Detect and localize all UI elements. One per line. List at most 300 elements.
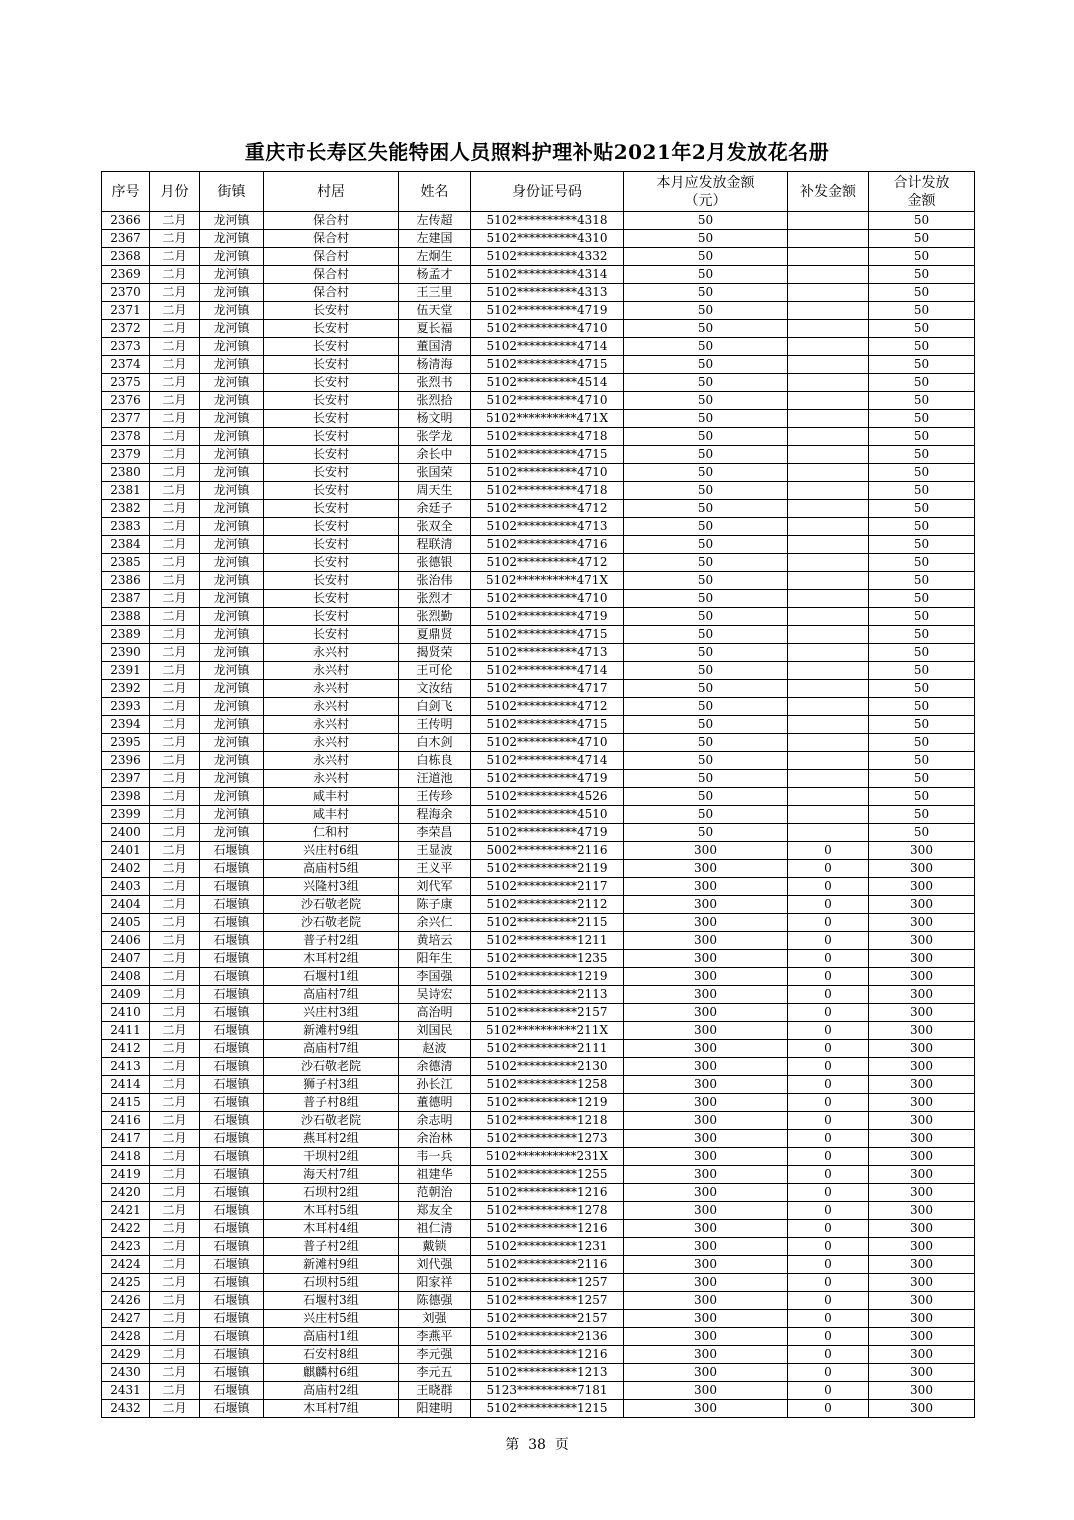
cell-back-pay (788, 518, 869, 536)
cell-village: 长安村 (264, 608, 399, 626)
cell-index: 2400 (102, 824, 150, 842)
table-row (102, 608, 975, 626)
cell-total-amount: 50 (869, 716, 975, 734)
cell-month: 二月 (150, 752, 200, 770)
cell-name: 汪道池 (399, 770, 471, 788)
cell-id-number: 5102**********2130 (471, 1058, 624, 1076)
cell-month: 二月 (150, 968, 200, 986)
cell-total-amount: 300 (869, 1364, 975, 1382)
cell-village: 新滩村9组 (264, 1256, 399, 1274)
cell-village: 永兴村 (264, 752, 399, 770)
table-row (102, 860, 975, 878)
cell-total-amount: 50 (869, 554, 975, 572)
cell-back-pay: 0 (788, 1112, 869, 1130)
cell-id-number: 5102**********4713 (471, 518, 624, 536)
cell-monthly-amount: 300 (624, 1184, 788, 1202)
cell-month: 二月 (150, 212, 200, 230)
cell-back-pay (788, 374, 869, 392)
cell-month: 二月 (150, 590, 200, 608)
cell-village: 保合村 (264, 230, 399, 248)
table-row (102, 1346, 975, 1364)
cell-id-number: 5102**********4514 (471, 374, 624, 392)
header-row (102, 172, 975, 212)
table-row (102, 644, 975, 662)
table-row (102, 698, 975, 716)
table-row (102, 896, 975, 914)
cell-id-number: 5102**********1215 (471, 1400, 624, 1418)
cell-monthly-amount: 300 (624, 1004, 788, 1022)
cell-monthly-amount: 300 (624, 1328, 788, 1346)
cell-village: 长安村 (264, 626, 399, 644)
cell-name: 董国清 (399, 338, 471, 356)
cell-village: 麒麟村6组 (264, 1364, 399, 1382)
cell-index: 2366 (102, 212, 150, 230)
cell-back-pay (788, 572, 869, 590)
cell-id-number: 5102**********4310 (471, 230, 624, 248)
cell-total-amount: 300 (869, 1382, 975, 1400)
cell-id-number: 5102**********2117 (471, 878, 624, 896)
cell-name: 余德清 (399, 1058, 471, 1076)
cell-monthly-amount: 300 (624, 1166, 788, 1184)
cell-village: 干坝村2组 (264, 1148, 399, 1166)
cell-village: 石坝村5组 (264, 1274, 399, 1292)
cell-monthly-amount: 50 (624, 806, 788, 824)
cell-id-number: 5102**********471X (471, 572, 624, 590)
cell-town: 石堰镇 (200, 1274, 264, 1292)
cell-id-number: 5102**********1219 (471, 1094, 624, 1112)
cell-town: 龙河镇 (200, 752, 264, 770)
cell-id-number: 5102**********2116 (471, 1256, 624, 1274)
table-row (102, 968, 975, 986)
cell-index: 2412 (102, 1040, 150, 1058)
cell-index: 2427 (102, 1310, 150, 1328)
table-row (102, 716, 975, 734)
cell-town: 石堰镇 (200, 1130, 264, 1148)
col-header-index: 序号 (102, 172, 150, 212)
table-row (102, 950, 975, 968)
cell-town: 龙河镇 (200, 266, 264, 284)
table-row (102, 824, 975, 842)
cell-back-pay (788, 356, 869, 374)
table-row (102, 410, 975, 428)
cell-town: 龙河镇 (200, 716, 264, 734)
cell-back-pay: 0 (788, 1400, 869, 1418)
cell-id-number: 5102**********4712 (471, 698, 624, 716)
cell-name: 祖建华 (399, 1166, 471, 1184)
cell-name: 王义平 (399, 860, 471, 878)
cell-index: 2424 (102, 1256, 150, 1274)
cell-month: 二月 (150, 374, 200, 392)
cell-monthly-amount: 300 (624, 1382, 788, 1400)
cell-town: 龙河镇 (200, 554, 264, 572)
cell-back-pay: 0 (788, 1310, 869, 1328)
cell-total-amount: 300 (869, 878, 975, 896)
cell-village: 长安村 (264, 392, 399, 410)
cell-total-amount: 300 (869, 842, 975, 860)
cell-month: 二月 (150, 572, 200, 590)
cell-monthly-amount: 50 (624, 428, 788, 446)
cell-id-number: 5102**********2113 (471, 986, 624, 1004)
cell-back-pay (788, 284, 869, 302)
cell-total-amount: 300 (869, 1184, 975, 1202)
cell-name: 王传明 (399, 716, 471, 734)
cell-monthly-amount: 50 (624, 356, 788, 374)
cell-town: 石堰镇 (200, 1310, 264, 1328)
cell-back-pay: 0 (788, 950, 869, 968)
cell-month: 二月 (150, 356, 200, 374)
cell-id-number: 5102**********4714 (471, 662, 624, 680)
cell-town: 龙河镇 (200, 770, 264, 788)
cell-month: 二月 (150, 1202, 200, 1220)
cell-town: 石堰镇 (200, 968, 264, 986)
cell-id-number: 5102**********4715 (471, 716, 624, 734)
cell-index: 2425 (102, 1274, 150, 1292)
cell-monthly-amount: 50 (624, 752, 788, 770)
col-header-village: 村居 (264, 172, 399, 212)
cell-index: 2429 (102, 1346, 150, 1364)
table-row (102, 464, 975, 482)
cell-village: 沙石敬老院 (264, 1058, 399, 1076)
cell-town: 龙河镇 (200, 410, 264, 428)
cell-town: 龙河镇 (200, 536, 264, 554)
cell-month: 二月 (150, 644, 200, 662)
cell-index: 2407 (102, 950, 150, 968)
cell-back-pay: 0 (788, 932, 869, 950)
cell-month: 二月 (150, 716, 200, 734)
cell-total-amount: 50 (869, 482, 975, 500)
cell-name: 吴诗宏 (399, 986, 471, 1004)
table-row (102, 1076, 975, 1094)
cell-index: 2382 (102, 500, 150, 518)
cell-month: 二月 (150, 806, 200, 824)
cell-total-amount: 50 (869, 572, 975, 590)
cell-id-number: 5102**********2119 (471, 860, 624, 878)
table-row (102, 770, 975, 788)
cell-town: 龙河镇 (200, 662, 264, 680)
cell-month: 二月 (150, 266, 200, 284)
cell-name: 伍天堂 (399, 302, 471, 320)
cell-village: 仁和村 (264, 824, 399, 842)
cell-index: 2409 (102, 986, 150, 1004)
cell-town: 龙河镇 (200, 788, 264, 806)
cell-index: 2410 (102, 1004, 150, 1022)
table-row (102, 554, 975, 572)
cell-total-amount: 300 (869, 986, 975, 1004)
cell-village: 高庙村7组 (264, 986, 399, 1004)
cell-index: 2415 (102, 1094, 150, 1112)
cell-month: 二月 (150, 1328, 200, 1346)
table-row (102, 248, 975, 266)
cell-month: 二月 (150, 1148, 200, 1166)
cell-month: 二月 (150, 1094, 200, 1112)
cell-index: 2372 (102, 320, 150, 338)
cell-id-number: 5102**********4712 (471, 500, 624, 518)
cell-town: 龙河镇 (200, 428, 264, 446)
cell-village: 长安村 (264, 374, 399, 392)
cell-id-number: 5102**********4710 (471, 590, 624, 608)
cell-back-pay: 0 (788, 914, 869, 932)
cell-name: 王可伦 (399, 662, 471, 680)
cell-month: 二月 (150, 1112, 200, 1130)
cell-village: 长安村 (264, 464, 399, 482)
cell-village: 长安村 (264, 356, 399, 374)
cell-total-amount: 300 (869, 1400, 975, 1418)
cell-total-amount: 50 (869, 788, 975, 806)
cell-name: 余志明 (399, 1112, 471, 1130)
cell-monthly-amount: 50 (624, 716, 788, 734)
table-row (102, 806, 975, 824)
table-row (102, 374, 975, 392)
table-row (102, 1382, 975, 1400)
cell-town: 龙河镇 (200, 806, 264, 824)
cell-index: 2408 (102, 968, 150, 986)
table-row (102, 284, 975, 302)
cell-monthly-amount: 300 (624, 878, 788, 896)
cell-monthly-amount: 50 (624, 500, 788, 518)
cell-id-number: 5102**********4719 (471, 824, 624, 842)
cell-index: 2386 (102, 572, 150, 590)
table-row (102, 734, 975, 752)
cell-name: 左炯生 (399, 248, 471, 266)
cell-back-pay (788, 788, 869, 806)
cell-month: 二月 (150, 680, 200, 698)
table-row (102, 1022, 975, 1040)
table-row (102, 1130, 975, 1148)
cell-month: 二月 (150, 1238, 200, 1256)
cell-index: 2370 (102, 284, 150, 302)
cell-index: 2404 (102, 896, 150, 914)
cell-month: 二月 (150, 788, 200, 806)
cell-town: 龙河镇 (200, 500, 264, 518)
cell-monthly-amount: 50 (624, 788, 788, 806)
cell-back-pay (788, 212, 869, 230)
cell-name: 周天生 (399, 482, 471, 500)
cell-village: 长安村 (264, 554, 399, 572)
cell-id-number: 5102**********4314 (471, 266, 624, 284)
cell-town: 石堰镇 (200, 1148, 264, 1166)
cell-town: 龙河镇 (200, 698, 264, 716)
cell-total-amount: 300 (869, 1256, 975, 1274)
table-row (102, 986, 975, 1004)
cell-back-pay (788, 464, 869, 482)
cell-town: 龙河镇 (200, 446, 264, 464)
table-row (102, 842, 975, 860)
cell-back-pay (788, 770, 869, 788)
cell-town: 石堰镇 (200, 1040, 264, 1058)
cell-village: 石安村8组 (264, 1346, 399, 1364)
cell-monthly-amount: 300 (624, 1022, 788, 1040)
cell-town: 龙河镇 (200, 230, 264, 248)
cell-village: 石坝村2组 (264, 1184, 399, 1202)
cell-name: 王传珍 (399, 788, 471, 806)
cell-id-number: 5102**********1216 (471, 1346, 624, 1364)
col-header-name: 姓名 (399, 172, 471, 212)
cell-month: 二月 (150, 284, 200, 302)
cell-month: 二月 (150, 536, 200, 554)
table-row (102, 914, 975, 932)
cell-total-amount: 50 (869, 752, 975, 770)
cell-index: 2377 (102, 410, 150, 428)
cell-id-number: 5102**********4715 (471, 356, 624, 374)
cell-total-amount: 300 (869, 1076, 975, 1094)
cell-month: 二月 (150, 248, 200, 266)
cell-monthly-amount: 50 (624, 392, 788, 410)
cell-id-number: 5002**********2116 (471, 842, 624, 860)
cell-total-amount: 300 (869, 1130, 975, 1148)
cell-id-number: 5102**********4719 (471, 608, 624, 626)
table-row (102, 536, 975, 554)
cell-village: 永兴村 (264, 680, 399, 698)
cell-village: 高庙村2组 (264, 1382, 399, 1400)
cell-index: 2391 (102, 662, 150, 680)
table-row (102, 1148, 975, 1166)
cell-village: 沙石敬老院 (264, 896, 399, 914)
cell-id-number: 5102**********4713 (471, 644, 624, 662)
cell-index: 2421 (102, 1202, 150, 1220)
cell-id-number: 5102**********4332 (471, 248, 624, 266)
cell-month: 二月 (150, 986, 200, 1004)
cell-back-pay (788, 752, 869, 770)
cell-index: 2432 (102, 1400, 150, 1418)
cell-back-pay (788, 338, 869, 356)
roster-table (101, 171, 975, 1418)
cell-town: 龙河镇 (200, 644, 264, 662)
cell-name: 陈子康 (399, 896, 471, 914)
cell-month: 二月 (150, 842, 200, 860)
cell-index: 2413 (102, 1058, 150, 1076)
cell-id-number: 5102**********4712 (471, 554, 624, 572)
table-row (102, 446, 975, 464)
cell-town: 石堰镇 (200, 1166, 264, 1184)
cell-monthly-amount: 50 (624, 662, 788, 680)
cell-town: 石堰镇 (200, 932, 264, 950)
cell-total-amount: 50 (869, 536, 975, 554)
cell-village: 新滩村9组 (264, 1022, 399, 1040)
cell-name: 李国强 (399, 968, 471, 986)
cell-back-pay (788, 320, 869, 338)
cell-monthly-amount: 50 (624, 302, 788, 320)
cell-monthly-amount: 300 (624, 1346, 788, 1364)
cell-village: 沙石敬老院 (264, 914, 399, 932)
cell-monthly-amount: 50 (624, 410, 788, 428)
cell-index: 2373 (102, 338, 150, 356)
cell-id-number: 5102**********4715 (471, 446, 624, 464)
cell-name: 阳年生 (399, 950, 471, 968)
cell-monthly-amount: 50 (624, 374, 788, 392)
cell-back-pay: 0 (788, 1346, 869, 1364)
cell-name: 刘代强 (399, 1256, 471, 1274)
cell-village: 保合村 (264, 212, 399, 230)
cell-id-number: 5102**********1213 (471, 1364, 624, 1382)
cell-town: 石堰镇 (200, 1094, 264, 1112)
cell-back-pay (788, 806, 869, 824)
cell-village: 长安村 (264, 572, 399, 590)
cell-index: 2417 (102, 1130, 150, 1148)
cell-village: 高庙村7组 (264, 1040, 399, 1058)
cell-id-number: 5102**********1218 (471, 1112, 624, 1130)
cell-total-amount: 50 (869, 734, 975, 752)
cell-monthly-amount: 50 (624, 608, 788, 626)
table-row (102, 1094, 975, 1112)
cell-village: 长安村 (264, 482, 399, 500)
cell-index: 2392 (102, 680, 150, 698)
cell-village: 保合村 (264, 284, 399, 302)
cell-town: 龙河镇 (200, 392, 264, 410)
cell-name: 张烈书 (399, 374, 471, 392)
cell-town: 龙河镇 (200, 464, 264, 482)
cell-index: 2368 (102, 248, 150, 266)
table-row (102, 1256, 975, 1274)
cell-id-number: 5102**********1258 (471, 1076, 624, 1094)
cell-total-amount: 300 (869, 1058, 975, 1076)
table-row (102, 626, 975, 644)
cell-index: 2401 (102, 842, 150, 860)
cell-name: 戴锁 (399, 1238, 471, 1256)
cell-monthly-amount: 300 (624, 1076, 788, 1094)
cell-name: 程海余 (399, 806, 471, 824)
cell-index: 2374 (102, 356, 150, 374)
cell-name: 张国荣 (399, 464, 471, 482)
cell-town: 石堰镇 (200, 1292, 264, 1310)
col-header-id-number: 身份证号码 (471, 172, 624, 212)
cell-month: 二月 (150, 1382, 200, 1400)
cell-name: 张学龙 (399, 428, 471, 446)
table-row (102, 1292, 975, 1310)
cell-total-amount: 300 (869, 932, 975, 950)
cell-town: 石堰镇 (200, 1256, 264, 1274)
cell-village: 长安村 (264, 446, 399, 464)
cell-monthly-amount: 50 (624, 464, 788, 482)
cell-back-pay (788, 626, 869, 644)
cell-town: 龙河镇 (200, 320, 264, 338)
table-row (102, 1004, 975, 1022)
cell-town: 石堰镇 (200, 986, 264, 1004)
cell-index: 2402 (102, 860, 150, 878)
cell-monthly-amount: 300 (624, 896, 788, 914)
cell-town: 石堰镇 (200, 878, 264, 896)
table-row (102, 302, 975, 320)
cell-name: 王显波 (399, 842, 471, 860)
cell-id-number: 5102**********4715 (471, 626, 624, 644)
cell-total-amount: 300 (869, 1346, 975, 1364)
cell-index: 2380 (102, 464, 150, 482)
cell-back-pay (788, 698, 869, 716)
cell-id-number: 5102**********471X (471, 410, 624, 428)
cell-back-pay (788, 662, 869, 680)
cell-back-pay: 0 (788, 968, 869, 986)
cell-id-number: 5102**********4717 (471, 680, 624, 698)
cell-total-amount: 50 (869, 248, 975, 266)
cell-total-amount: 50 (869, 644, 975, 662)
cell-town: 龙河镇 (200, 680, 264, 698)
cell-total-amount: 300 (869, 860, 975, 878)
col-header-total-amount: 合计发放金额 (869, 172, 975, 212)
cell-back-pay: 0 (788, 1166, 869, 1184)
cell-month: 二月 (150, 1130, 200, 1148)
cell-id-number: 5102**********2115 (471, 914, 624, 932)
cell-village: 燕耳村2组 (264, 1130, 399, 1148)
cell-back-pay (788, 482, 869, 500)
cell-monthly-amount: 300 (624, 968, 788, 986)
cell-name: 余廷子 (399, 500, 471, 518)
cell-total-amount: 50 (869, 284, 975, 302)
cell-monthly-amount: 50 (624, 266, 788, 284)
cell-month: 二月 (150, 392, 200, 410)
cell-total-amount: 300 (869, 1148, 975, 1166)
cell-month: 二月 (150, 1346, 200, 1364)
cell-total-amount: 50 (869, 626, 975, 644)
cell-id-number: 5102**********2111 (471, 1040, 624, 1058)
